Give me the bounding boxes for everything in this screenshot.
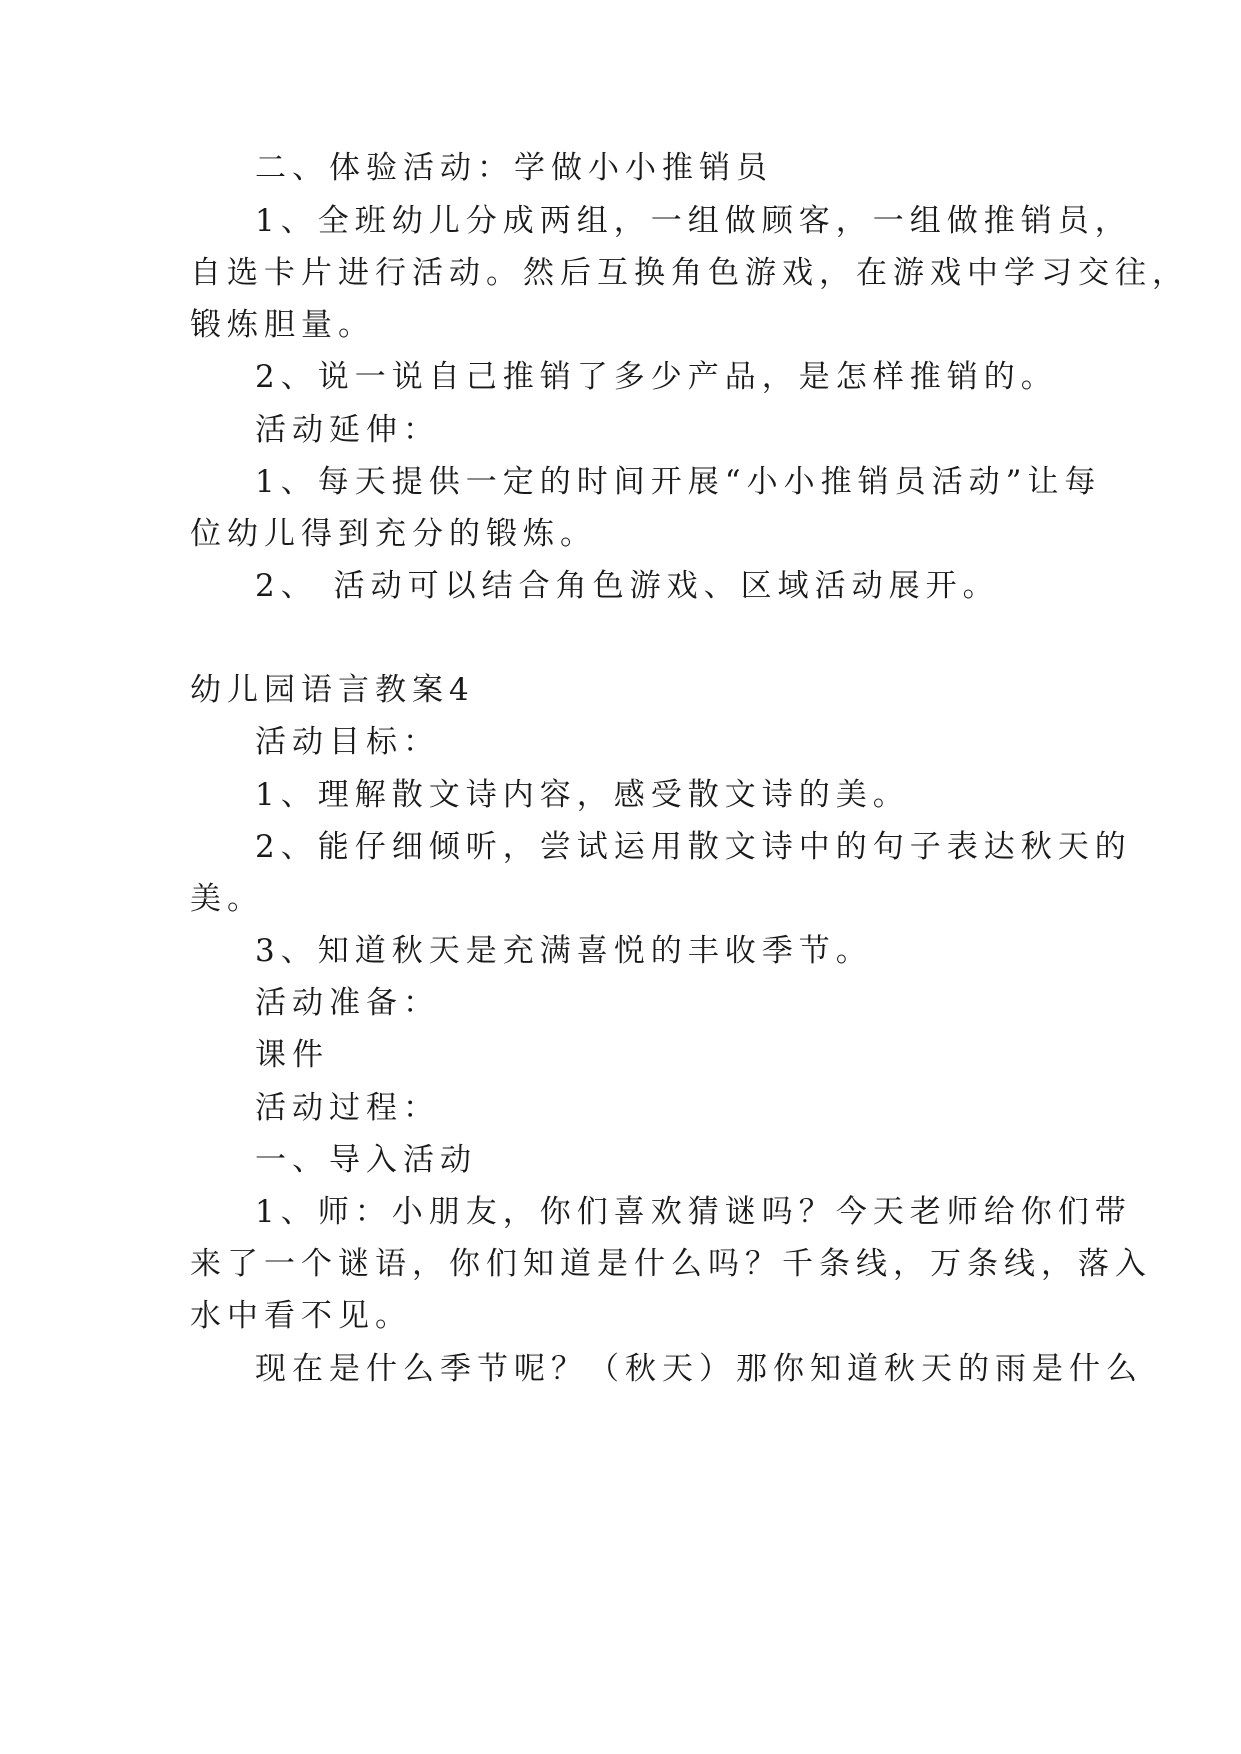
section-heading: 活动准备： xyxy=(255,985,440,1021)
paragraph-line: 1、全班幼儿分成两组，一组做顾客，一组做推销员， xyxy=(255,203,1132,239)
section-heading: 二、体验活动：学做小小推销员 xyxy=(255,150,773,186)
paragraph-line: 3、知道秋天是充满喜悦的丰收季节。 xyxy=(255,933,873,969)
section-heading: 活动延伸： xyxy=(255,412,440,448)
paragraph-line: 锻炼胆量。 xyxy=(190,307,375,343)
paragraph-line: 2、 活动可以结合角色游戏、区域活动展开。 xyxy=(255,568,1000,604)
paragraph-line: 自选卡片进行活动。然后互换角色游戏，在游戏中学习交往， xyxy=(190,255,1189,291)
section-heading: 活动过程： xyxy=(255,1090,440,1126)
paragraph-line: 1、每天提供一定的时间开展“小小推销员活动”让每 xyxy=(255,464,1102,500)
paragraph-line: 现在是什么季节呢？（秋天）那你知道秋天的雨是什么 xyxy=(255,1351,1143,1387)
paragraph-line: 水中看不见。 xyxy=(190,1298,412,1334)
lesson-title: 幼儿园语言教案4 xyxy=(190,672,475,708)
paragraph-line: 2、说一说自己推销了多少产品，是怎样推销的。 xyxy=(255,359,1058,395)
paragraph-line: 来了一个谜语，你们知道是什么吗？千条线，万条线，落入 xyxy=(190,1246,1152,1282)
paragraph-line: 1、师：小朋友，你们喜欢猜谜吗？今天老师给你们带 xyxy=(255,1194,1132,1230)
paragraph-line: 位幼儿得到充分的锻炼。 xyxy=(190,516,597,552)
section-heading: 一、导入活动 xyxy=(255,1142,477,1178)
paragraph-line: 1、理解散文诗内容，感受散文诗的美。 xyxy=(255,777,910,813)
paragraph-line: 美。 xyxy=(190,881,264,917)
section-heading: 活动目标： xyxy=(255,724,440,760)
paragraph-line: 课件 xyxy=(255,1037,329,1073)
paragraph-line: 2、能仔细倾听，尝试运用散文诗中的句子表达秋天的 xyxy=(255,829,1132,865)
